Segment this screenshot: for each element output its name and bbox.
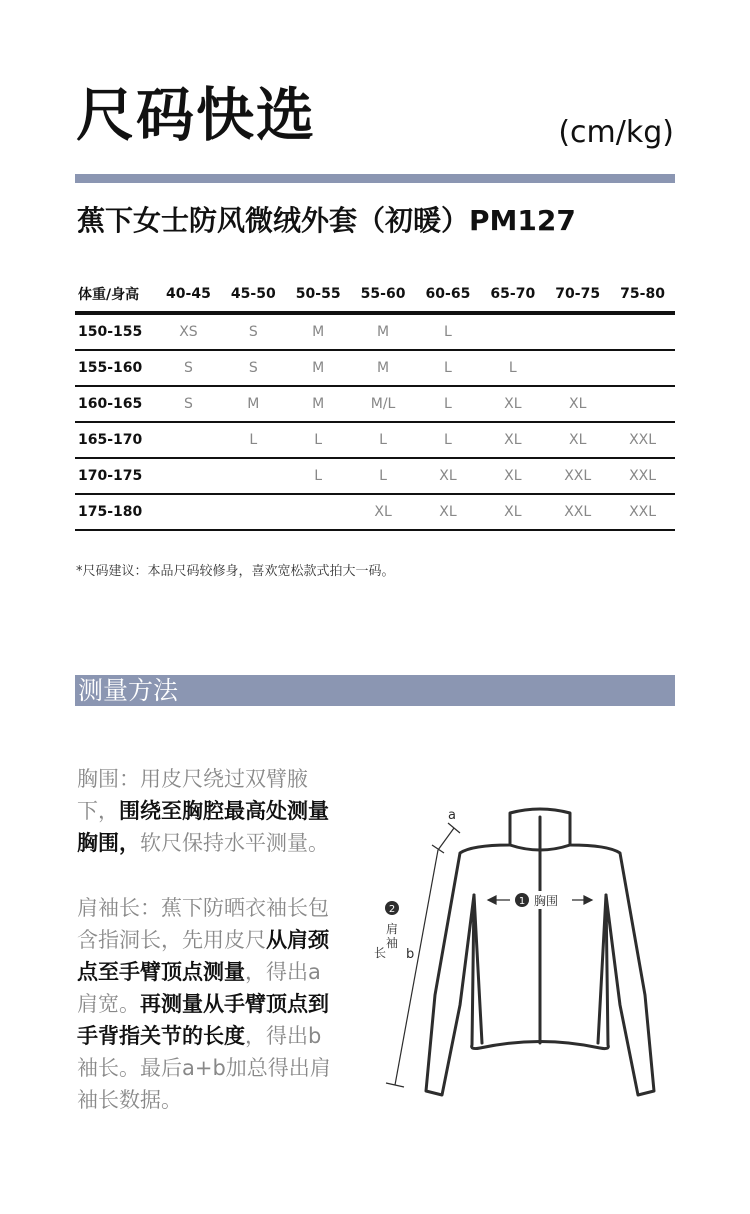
size-cell: S (221, 313, 286, 350)
corner-label: 体重/身高 (75, 277, 156, 313)
size-cell: XXL (545, 458, 610, 494)
size-cell: L (416, 350, 481, 386)
chest-label: 胸围 (534, 894, 559, 908)
label-a: a (448, 808, 456, 823)
size-cell: L (351, 458, 416, 494)
shoulder-a-line (438, 828, 454, 850)
size-cell (156, 422, 221, 458)
sleeve-text-2: 从肩颈点至手臂顶点测量 (77, 928, 329, 984)
size-cell: L (351, 422, 416, 458)
size-cell: M/L (351, 386, 416, 422)
chest-instructions (77, 763, 335, 859)
size-cell: L (286, 458, 351, 494)
weight-column-header: 40-45 (156, 277, 221, 313)
size-cell (156, 458, 221, 494)
size-cell: XXL (610, 494, 675, 530)
size-cell: XXL (545, 494, 610, 530)
table-row (75, 313, 675, 350)
weight-column-header: 50-55 (286, 277, 351, 313)
chest-number: 1 (518, 896, 526, 907)
size-cell: XL (480, 386, 545, 422)
weight-column-header: 75-80 (610, 277, 675, 313)
chest-text-3: 软尺保持水平测量。 (140, 831, 329, 855)
size-cell: XL (416, 458, 481, 494)
size-cell (610, 386, 675, 422)
size-cell: S (156, 350, 221, 386)
size-cell: XXL (610, 422, 675, 458)
table-row (75, 458, 675, 494)
weight-column-header: 65-70 (480, 277, 545, 313)
measure-section-title: 测量方法 (78, 676, 179, 705)
sleeve-b-line (395, 850, 438, 1085)
chest-text-1: 胸围：用皮尺绕过双臂腋下， (77, 767, 308, 823)
size-cell: XL (351, 494, 416, 530)
weight-column-header: 70-75 (545, 277, 610, 313)
size-cell: XL (480, 458, 545, 494)
height-range-cell: 170-175 (75, 458, 156, 494)
size-cell (156, 494, 221, 530)
size-cell (610, 350, 675, 386)
size-advice-note: *尺码建议：本品尺码较修身，喜欢宽松款式拍大一码。 (76, 564, 395, 579)
title-divider-bar (75, 174, 675, 183)
product-name: 蕉下女士防风微绒外套（初暖）PM127 (77, 204, 576, 237)
size-cell (610, 313, 675, 350)
sleeve-label-3: 长 (374, 946, 387, 960)
size-cell: M (351, 313, 416, 350)
size-cell: L (416, 386, 481, 422)
size-cell: L (416, 313, 481, 350)
chest-arrow-right-head (584, 896, 592, 904)
sleeve-text-1: 肩袖长：蕉下防晒衣袖长包含指洞长，先用皮尺 (77, 896, 329, 952)
shoulder-a-tick (448, 823, 460, 833)
size-cell: M (286, 350, 351, 386)
sleeve-label-2: 袖 (386, 936, 399, 950)
jacket-measure-diagram (370, 795, 670, 1110)
weight-column-header: 55-60 (351, 277, 416, 313)
sleeve-text-5: ，得出b袖长。最后a+b加总得出肩袖长数据。 (77, 1024, 331, 1112)
size-cell (286, 494, 351, 530)
size-cell: L (480, 350, 545, 386)
weight-column-header: 45-50 (221, 277, 286, 313)
size-cell: XXL (610, 458, 675, 494)
sleeve-number: 2 (388, 904, 396, 915)
size-cell (221, 458, 286, 494)
jacket-sleeve-seam-right (598, 895, 606, 1043)
chest-arrow-left-head (488, 896, 496, 904)
size-cell (545, 350, 610, 386)
sleeve-label-1: 肩 (386, 922, 399, 936)
size-cell: XL (416, 494, 481, 530)
size-cell: XL (480, 494, 545, 530)
weight-column-header: 60-65 (416, 277, 481, 313)
table-row (75, 350, 675, 386)
size-cell (480, 313, 545, 350)
size-cell: M (286, 386, 351, 422)
size-chart-header-row (75, 277, 675, 313)
size-cell: S (156, 386, 221, 422)
size-cell (221, 494, 286, 530)
size-cell: L (221, 422, 286, 458)
height-range-cell: 150-155 (75, 313, 156, 350)
height-range-cell: 155-160 (75, 350, 156, 386)
size-cell (545, 313, 610, 350)
height-range-cell: 165-170 (75, 422, 156, 458)
size-cell: L (416, 422, 481, 458)
size-cell: XS (156, 313, 221, 350)
size-cell: XL (545, 422, 610, 458)
size-cell: XL (480, 422, 545, 458)
table-row (75, 494, 675, 530)
size-cell: M (286, 313, 351, 350)
table-row (75, 386, 675, 422)
size-chart-body (75, 313, 675, 530)
sleeve-text-3: ，得出a肩宽。 (77, 960, 321, 1016)
sleeve-instructions (77, 892, 335, 1116)
jacket-sleeve-seam-left (474, 895, 482, 1043)
size-cell: M (221, 386, 286, 422)
sleeve-text-4: 再测量从手臂顶点到手背指关节的长度 (77, 992, 329, 1048)
height-range-cell: 175-180 (75, 494, 156, 530)
unit-label: (cm/kg) (558, 115, 674, 150)
size-chart-table (75, 277, 675, 531)
size-cell: L (286, 422, 351, 458)
height-range-cell: 160-165 (75, 386, 156, 422)
size-cell: XL (545, 386, 610, 422)
label-b: b (406, 947, 415, 962)
chest-text-2: 围绕至胸腔最高处测量胸围， (77, 799, 329, 855)
table-row (75, 422, 675, 458)
measure-section-bar (75, 675, 675, 706)
page-title: 尺码快选 (76, 81, 317, 149)
size-cell: S (221, 350, 286, 386)
size-cell: M (351, 350, 416, 386)
